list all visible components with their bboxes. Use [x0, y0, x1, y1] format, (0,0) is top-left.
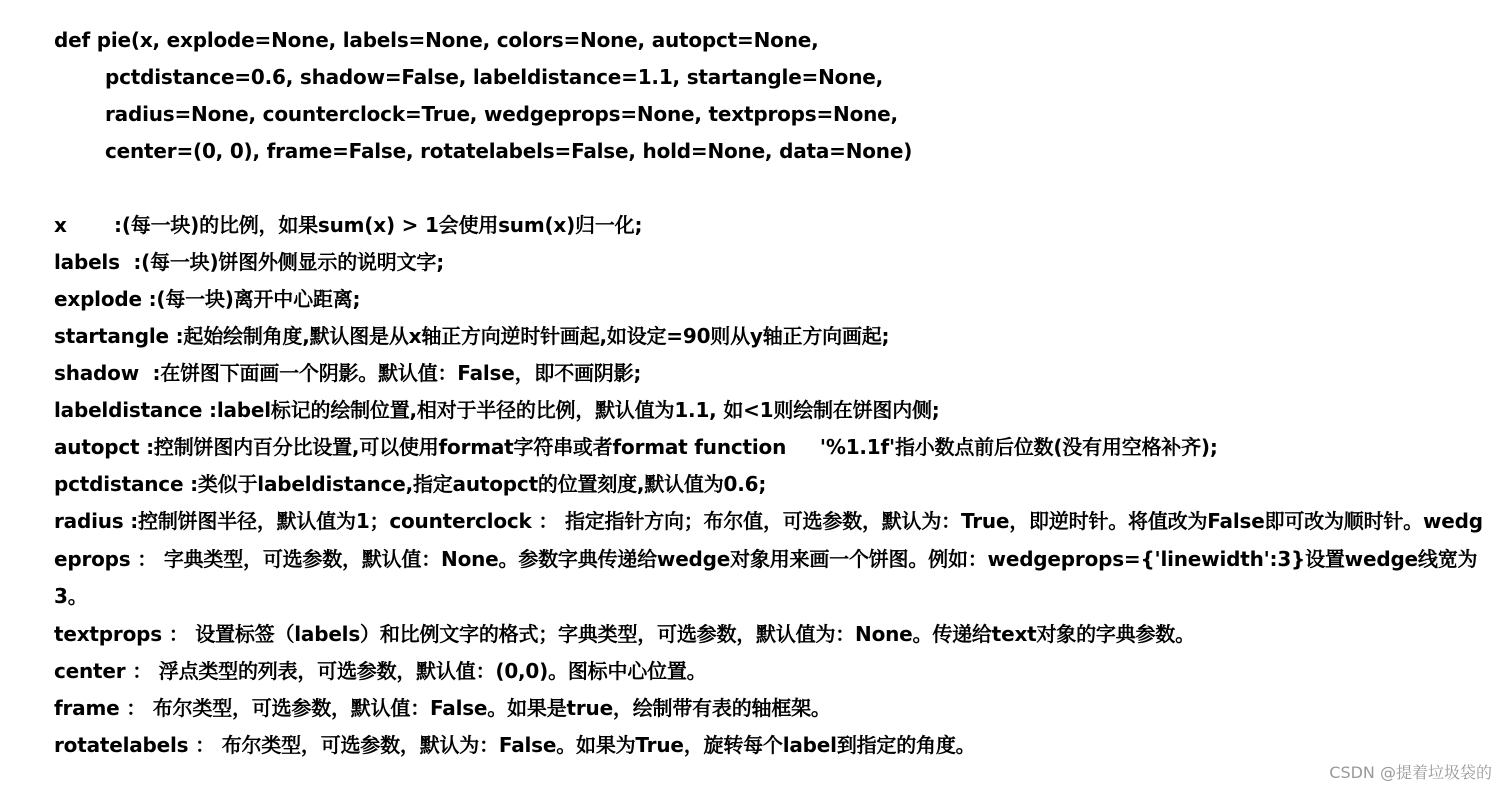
- param-autopct: autopct :控制饼图内百分比设置,可以使用format字符串或者format function '%1.1f'指小数点前后位数(没有用空格补齐);: [54, 435, 1218, 459]
- blank-line: [54, 170, 1494, 207]
- param-radius-counterclock-wedgeprops: radius :控制饼图半径，默认值为1；counterclock ： 指定指针方向；布尔值，可选参数，默认为：True，即逆时针。将值改为False即可改为顺时针。wedgeprops ： 字典类型，可选参数，默认值：None。参数字典传递给wedge对象用来画一个饼图。例如：wedgeprops={'linewidth':3}设置wedge线宽为3。: [54, 509, 1483, 608]
- param-labels: labels :(每一块)饼图外侧显示的说明文字;: [54, 250, 444, 274]
- param-pctdistance: pctdistance :类似于labeldistance,指定autopct的位置刻度,默认值为0.6;: [54, 472, 767, 496]
- param-rotatelabels: rotatelabels ： 布尔类型，可选参数，默认为：False。如果为True，旋转每个label到指定的角度。: [54, 732, 976, 757]
- csdn-watermark: CSDN @提着垃圾袋的: [1329, 763, 1492, 782]
- signature-line-2: pctdistance=0.6, shadow=False, labeldistance=1.1, startangle=None,: [105, 65, 883, 89]
- param-textprops: textprops ： 设置标签（labels）和比例文字的格式；字典类型，可选参数，默认值为：None。传递给text对象的字典参数。: [54, 621, 1195, 646]
- param-shadow: shadow :在饼图下面画一个阴影。默认值：False，即不画阴影;: [54, 361, 642, 385]
- param-labeldistance: labeldistance :label标记的绘制位置,相对于半径的比例，默认值为1.1, 如<1则绘制在饼图内侧;: [54, 398, 940, 422]
- signature-line-3: radius=None, counterclock=True, wedgeprops=None, textprops=None,: [105, 102, 898, 126]
- document-body: [54, 22, 1494, 764]
- param-x: x :(每一块)的比例，如果sum(x) > 1会使用sum(x)归一化;: [54, 213, 643, 237]
- param-frame: frame ： 布尔类型，可选参数，默认值：False。如果是true，绘制带有表的轴框架。: [54, 695, 831, 720]
- param-explode: explode :(每一块)离开中心距离;: [54, 287, 361, 311]
- signature-line-1: def pie(x, explode=None, labels=None, colors=None, autopct=None,: [54, 28, 819, 52]
- param-startangle: startangle :起始绘制角度,默认图是从x轴正方向逆时针画起,如设定=90则从y轴正方向画起;: [54, 324, 890, 348]
- param-center: center ： 浮点类型的列表，可选参数，默认值：(0,0)。图标中心位置。: [54, 658, 707, 683]
- signature-line-4: center=(0, 0), frame=False, rotatelabels=False, hold=None, data=None): [105, 139, 913, 163]
